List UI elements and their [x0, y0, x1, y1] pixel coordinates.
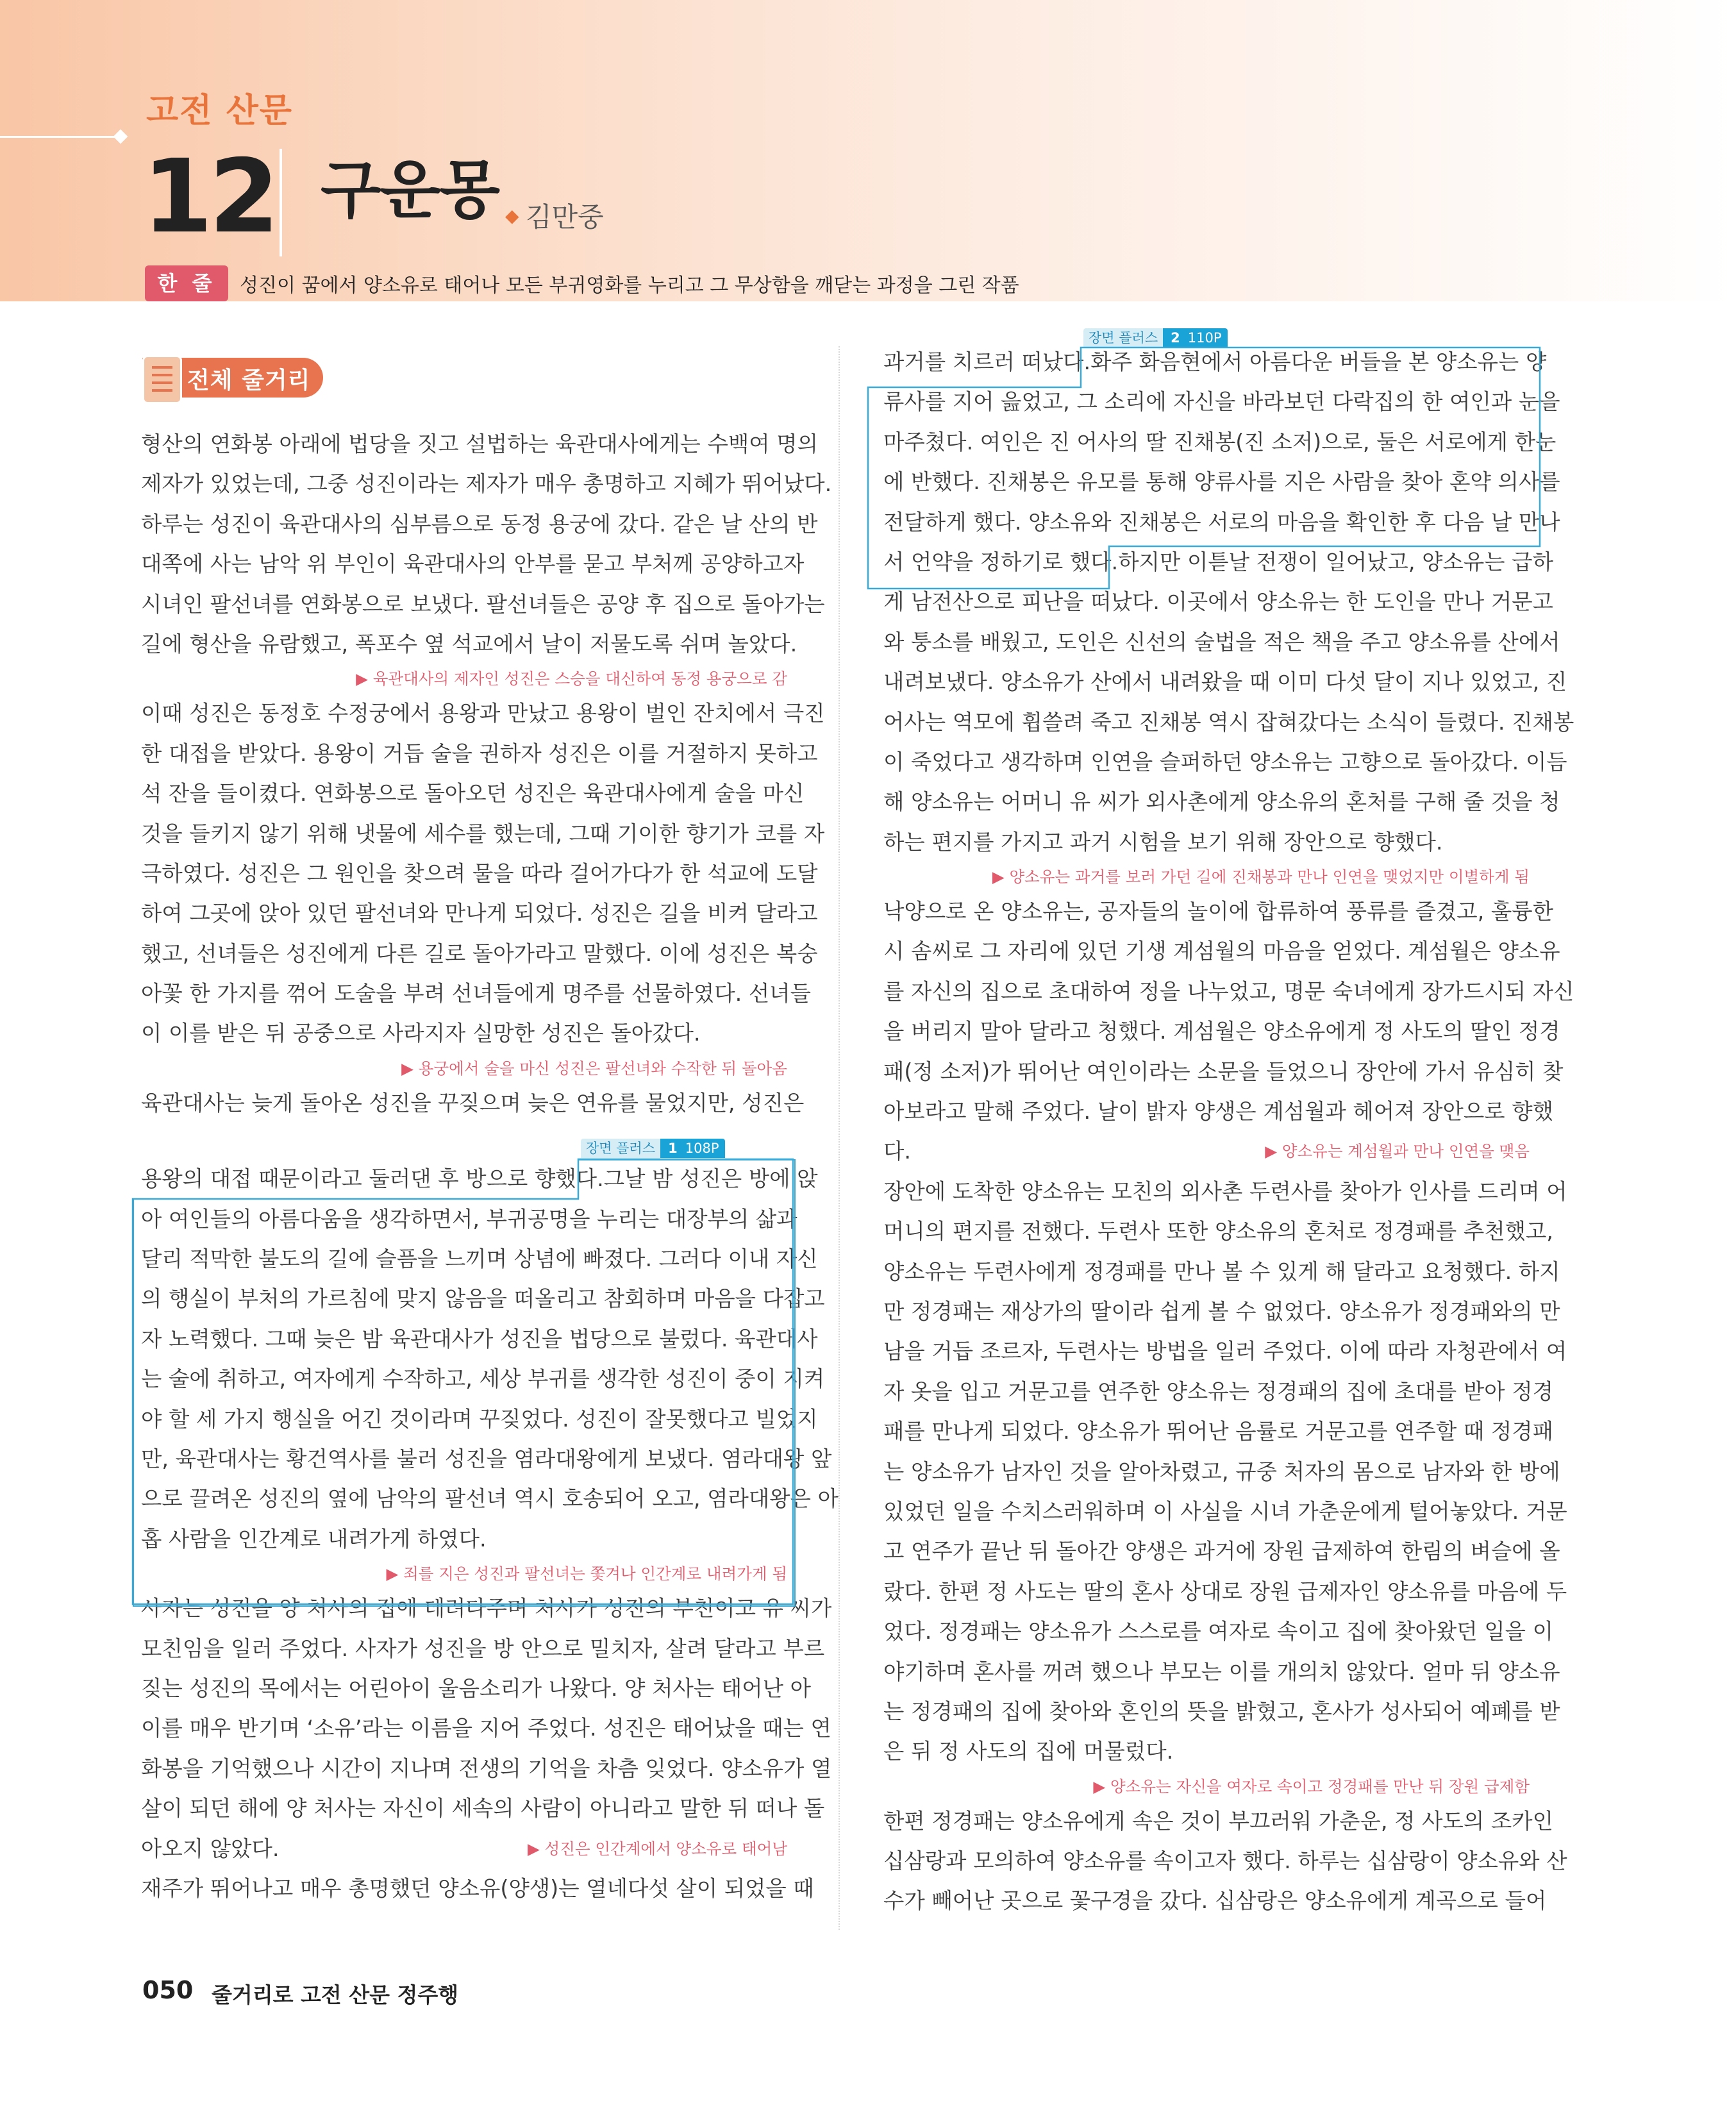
one-line-review-tag: 한 줄 평 — [145, 265, 228, 301]
text-line: 시 솜씨로 그 자리에 있던 기생 계섬월의 마음을 얻었다. 계섬월은 양소유 — [883, 939, 1560, 964]
text-line: 야기하며 혼사를 꺼려 했으나 부모는 이를 개의치 않았다. 얼마 뒤 양소유 — [883, 1659, 1560, 1684]
column-divider — [839, 346, 840, 1930]
category-label: 고전 산문 — [146, 92, 294, 130]
text-line: 마주쳤다. 여인은 진 어사의 딸 진채봉(진 소저)으로, 둘은 서로에게 한눈 — [883, 429, 1557, 455]
scene-plus-number: 2 — [1163, 328, 1188, 347]
summary-note: ▶ 양소유는 계섬월과 만나 인연을 맺음 — [1265, 1142, 1530, 1161]
one-line-review-text: 성진이 꿈에서 양소유로 태어나 모든 부귀영화를 누리고 그 무상함을 깨닫는 과정을 그린 작품 — [240, 274, 1019, 297]
book-title: 줄거리로 고전 산문 정주행 — [212, 1982, 459, 2007]
text-line: 이 죽었다고 생각하며 인연을 슬퍼하던 양소유는 고향으로 돌아갔다. 이듬 — [883, 749, 1567, 775]
text-line: 있었던 일을 수치스러워하며 이 사실을 시녀 가춘운에게 털어놓았다. 거문 — [883, 1498, 1567, 1524]
boxed-text-segment: 화주 화음현에서 아름다운 버들을 본 양소유는 양 — [1090, 349, 1547, 374]
text-line: 하루는 성진이 육관대사의 심부름으로 동정 용궁에 갔다. 같은 날 산의 반 — [141, 511, 818, 537]
text-line: 이때 성진은 동정호 수정궁에서 용왕과 만났고 용왕이 벌인 잔치에서 극진 — [141, 701, 825, 726]
scene-plus-label: 장면 플러스 — [581, 1139, 660, 1158]
summary-note: ▶ 양소유는 자신을 여자로 속이고 정경패를 만난 뒤 장원 급제함 — [1093, 1777, 1530, 1796]
text-line: 재주가 뛰어나고 매우 총명했던 양소유(양생)는 열네다섯 살이 되었을 때 — [141, 1875, 814, 1901]
text-line: 것을 들키지 않기 위해 냇물에 세수를 했는데, 그때 기이한 향기가 코를 자 — [141, 821, 825, 846]
text-line: 을 버리지 말아 달라고 청했다. 계섬월은 양소유에게 정 사도의 딸인 정경 — [883, 1019, 1560, 1044]
text-line: 야 할 세 가지 행실을 어긴 것이라며 꾸짖었다. 성진이 잘못했다고 빌었지 — [141, 1406, 818, 1432]
summary-note: ▶ 죄를 지은 성진과 팔선녀는 쫓겨나 인간계로 내려가게 됨 — [386, 1564, 787, 1584]
text-segment: 과거를 치르러 떠났다. — [883, 349, 1091, 374]
text-line: 만 정경패는 재상가의 딸이라 쉽게 볼 수 없었다. 양소유가 정경패와의 만 — [883, 1298, 1560, 1324]
text-line: 짖는 성진의 목에서는 어린아이 울음소리가 나왔다. 양 처사는 태어난 아 — [141, 1675, 811, 1701]
category-divider — [0, 136, 123, 138]
text-line: 만, 육관대사는 황건역사를 불러 성진을 염라대왕에게 보냈다. 염라대왕 앞 — [141, 1446, 832, 1471]
summary-note: ▶ 용궁에서 술을 마신 성진은 팔선녀와 수작한 뒤 돌아옴 — [401, 1059, 787, 1078]
text-line: 패(정 소저)가 뛰어난 여인이라는 소문을 들었으니 장안에 가서 유심히 찾 — [883, 1059, 1564, 1084]
text-line: 한 대접을 받았다. 용왕이 거듭 술을 권하자 성진은 이를 거절하지 못하고 — [141, 741, 818, 766]
text-line: 는 양소유가 남자인 것을 알아차렸고, 규중 처자의 몸으로 남자와 한 방에 — [883, 1459, 1560, 1484]
text-line: 으로 끌려온 성진의 옆에 남악의 팔선녀 역시 호송되어 오고, 염라대왕은 아 — [141, 1486, 839, 1512]
text-line: 장안에 도착한 양소유는 모친의 외사촌 두련사를 찾아가 인사를 드리며 어 — [883, 1178, 1567, 1204]
scene-plus-number: 1 — [660, 1139, 685, 1158]
text-line: 랐다. 한편 정 사도는 딸의 혼사 상대로 장원 급제자인 양소유를 마음에 두 — [883, 1578, 1567, 1604]
text-segment: 다. — [883, 1139, 912, 1164]
text-line: 고 연주가 끝난 뒤 돌아간 양생은 과거에 장원 급제하여 한림의 벼슬에 올 — [883, 1539, 1560, 1564]
text-line: 은 뒤 정 사도의 집에 머물렀다. — [883, 1739, 1174, 1764]
author-name: 김만중 — [526, 201, 604, 233]
text-line: 해 양소유는 어머니 유 씨가 외사촌에게 양소유의 혼처를 구해 줄 것을 청 — [883, 789, 1560, 815]
scene-plus-outline-1 — [131, 1158, 839, 1607]
text-line: 를 자신의 집으로 초대하여 정을 나누었고, 명문 숙녀에게 장가드시되 자신 — [883, 978, 1574, 1004]
unit-number: 12 — [142, 138, 276, 256]
text-line: 자 노력했다. 그때 늦은 밤 육관대사가 성진을 법당으로 불렀다. 육관대사 — [141, 1326, 818, 1352]
text-line: 머니의 편지를 전했다. 두련사 또한 양소유의 혼처로 정경패를 추천했고, — [883, 1219, 1553, 1244]
text-line: 홉 사람을 인간계로 내려가게 하였다. — [141, 1526, 487, 1552]
text-line: 자 옷을 입고 거문고를 연주한 양소유는 정경패의 집에 초대를 받아 정경 — [883, 1378, 1553, 1404]
text-line: 육관대사는 늦게 돌아온 성진을 꾸짖으며 늦은 연유를 물었지만, 성진은 — [141, 1090, 805, 1116]
text-line: 극하였다. 성진은 그 원인을 찾으려 물을 따라 걸어가다가 한 석교에 도달 — [141, 860, 818, 886]
summary-note: ▶ 양소유는 과거를 보러 가던 길에 진채봉과 만나 인연을 맺었지만 이별하게 됨 — [992, 867, 1530, 887]
text-line: 길에 형산을 유람했고, 폭포수 옆 석교에서 날이 저물도록 쉬며 놀았다. — [141, 631, 797, 657]
work-title: 구운몽 — [321, 154, 499, 227]
text-line: 패를 만나게 되었다. 양소유가 뛰어난 음률로 거문고를 연주할 때 정경패 — [883, 1419, 1553, 1444]
text-line: 수가 빼어난 곳으로 꽃구경을 갔다. 십삼랑은 양소유에게 계곡으로 들어 — [883, 1888, 1547, 1914]
text-line: 남을 거듭 조르자, 두련사는 방법을 일러 주었다. 이에 따라 자청관에서 여 — [883, 1339, 1567, 1364]
text-line: 와 퉁소를 배웠고, 도인은 신선의 술법을 적은 책을 주고 양소유를 산에서 — [883, 629, 1560, 655]
scene-plus-outline-2 — [867, 346, 1560, 591]
text-line: 는 정경패의 집에 찾아와 혼인의 뜻을 밝혔고, 혼사가 성사되어 예폐를 받 — [883, 1698, 1560, 1724]
text-line: 달리 적막한 불도의 길에 슬픔을 느끼며 상념에 빠졌다. 그러다 이내 자신 — [141, 1246, 818, 1272]
text-line: 한편 정경패는 양소유에게 속은 것이 부끄러워 가춘운, 정 사도의 조카인 — [883, 1808, 1553, 1834]
text-line: 전달하게 했다. 양소유와 진채봉은 서로의 마음을 확인한 후 다음 날 만나 — [883, 509, 1560, 535]
text-line: 하여 그곳에 앉아 있던 팔선녀와 만나게 되었다. 성진은 길을 비켜 달라고 — [141, 901, 818, 926]
text-line: 었다. 정경패는 양소유가 스스로를 여자로 속이고 집에 찾아왔던 일을 이 — [883, 1619, 1553, 1645]
text-line: 살이 되던 해에 양 처사는 자신이 세속의 사람이 아니라고 말한 뒤 떠나 돌 — [141, 1796, 825, 1821]
text-line: 했고, 선녀들은 성진에게 다른 길로 돌아가라고 말했다. 이에 성진은 복숭 — [141, 941, 818, 966]
text-line: 사자는 성진을 양 처사의 집에 데려다주며 처사가 성진의 부친이고 유 씨가 — [141, 1596, 832, 1621]
text-line: 이를 매우 반기며 ‘소유’라는 이름을 지어 주었다. 성진은 태어났을 때는 연 — [141, 1716, 831, 1741]
notebook-icon — [142, 355, 182, 404]
text-line: 에 반했다. 진채봉은 유모를 통해 양류사를 지은 사람을 찾아 혼약 의사를 — [883, 469, 1560, 495]
header-divider — [280, 149, 282, 256]
text-line: 아꽃 한 가지를 꺾어 도술을 부려 선녀들에게 명주를 선물하였다. 선녀들 — [141, 981, 811, 1007]
text-line: 석 잔을 들이켰다. 연화봉으로 돌아오던 성진은 육관대사에게 술을 마신 — [141, 781, 805, 807]
text-segment: 아오지 않았다. — [141, 1836, 280, 1861]
scene-plus-label: 장면 플러스 — [1083, 328, 1163, 347]
section-title: 전체 줄거리 — [187, 367, 311, 394]
scene-plus-page: 110P — [1188, 328, 1228, 347]
diamond-bullet-icon: ◆ — [505, 205, 519, 226]
text-segment: 용왕의 대접 때문이라고 둘러댄 후 방으로 향했다. — [141, 1166, 604, 1192]
text-line: 이 이를 받은 뒤 공중으로 사라지자 실망한 성진은 돌아갔다. — [141, 1021, 701, 1046]
text-line: 대쪽에 사는 남악 위 부인이 육관대사의 안부를 묻고 부처께 공양하고자 — [141, 551, 805, 577]
text-line: 제자가 있었는데, 그중 성진이라는 제자가 매우 총명하고 지혜가 뛰어났다. — [141, 471, 832, 497]
text-line: 아보라고 말해 주었다. 날이 밝자 양생은 계섬월과 헤어져 장안으로 향했 — [883, 1099, 1553, 1125]
scene-plus-tag-2[interactable] — [1083, 328, 1228, 347]
text-segment: 하지만 이튿날 전쟁이 일어났고, 양소유는 급하 — [1118, 549, 1553, 574]
text-line: 화봉을 기억했으나 시간이 지나며 전생의 기억을 차츰 잊었다. 양소유가 열 — [141, 1755, 832, 1781]
text-line: 시녀인 팔선녀를 연화봉으로 보냈다. 팔선녀들은 공양 후 집으로 돌아가는 — [141, 591, 825, 617]
boxed-text-segment: 서 언약을 정하기로 했다. — [883, 549, 1119, 574]
page-number: 050 — [142, 1976, 194, 2004]
summary-note: ▶ 성진은 인간계에서 양소유로 태어남 — [528, 1839, 787, 1858]
text-line — [141, 1829, 787, 1869]
text-line: 낙양으로 온 양소유는, 공자들의 놀이에 합류하여 풍류를 즐겼고, 훌륭한 — [883, 899, 1553, 925]
text-line: 양소유는 두련사에게 정경패를 만나 볼 수 있게 해 달라고 요청했다. 하지 — [883, 1259, 1560, 1284]
summary-note: ▶ 육관대사의 제자인 성진은 스승을 대신하여 동정 용궁으로 감 — [356, 669, 787, 689]
text-line: 하는 편지를 가지고 과거 시험을 보기 위해 장안으로 향했다. — [883, 829, 1443, 855]
text-line: 는 술에 취하고, 여자에게 수작하고, 세상 부귀를 생각한 성진이 중이 지켜 — [141, 1366, 825, 1392]
text-line: 모친임을 일러 주었다. 사자가 성진을 방 안으로 밀치자, 살려 달라고 부르 — [141, 1636, 825, 1661]
text-line: 게 남전산으로 피난을 떠났다. 이곳에서 양소유는 한 도인을 만나 거문고 — [883, 589, 1553, 615]
text-line: 어사는 역모에 휩쓸려 죽고 진채봉 역시 잡혀갔다는 소식이 들렸다. 진채봉 — [883, 709, 1574, 735]
text-line: 십삼랑과 모의하여 양소유를 속이고자 했다. 하루는 십삼랑이 양소유와 산 — [883, 1848, 1567, 1874]
text-line: 형산의 연화봉 아래에 법당을 짓고 설법하는 육관대사에게는 수백여 명의 — [141, 431, 819, 456]
text-line: 아 여인들의 아름다움을 생각하면서, 부귀공명을 누리는 대장부의 삶과 — [141, 1206, 797, 1232]
boxed-text-segment: 그날 밤 성진은 방에 앉 — [603, 1166, 818, 1192]
text-line — [883, 1132, 1530, 1171]
scene-plus-tag-1[interactable] — [581, 1139, 725, 1158]
text-line: 의 행실이 부처의 가르침에 맞지 않음을 떠올리고 참회하며 마음을 다잡고 — [141, 1286, 825, 1312]
text-line: 류사를 지어 읊었고, 그 소리에 자신을 바라보던 다락집의 한 여인과 눈을 — [883, 389, 1560, 415]
scene-plus-page: 108P — [685, 1139, 726, 1158]
text-line: 내려보냈다. 양소유가 산에서 내려왔을 때 이미 다섯 달이 지나 있었고, 진 — [883, 669, 1567, 695]
